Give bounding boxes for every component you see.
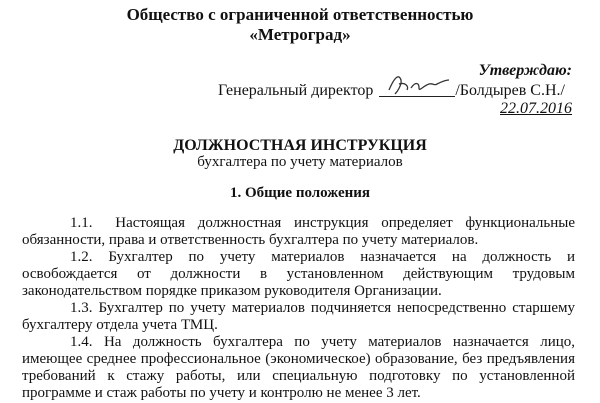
- paragraph-number: 1.2.: [70, 249, 93, 265]
- signatory-name: /Болдырев С.Н./: [455, 82, 565, 99]
- paragraph-number: 1.4.: [70, 334, 93, 350]
- document-body: [22, 215, 576, 402]
- paragraph-number: 1.3.: [70, 300, 93, 316]
- organization-name-line2: «Метроград»: [249, 25, 351, 44]
- paragraph-1-3: [22, 300, 575, 334]
- signature-line: [379, 80, 455, 97]
- handwritten-signature-icon: [385, 72, 451, 98]
- paragraph-1-4: [22, 334, 575, 402]
- paragraph-text: На должность бухгалтера по учету материалов назначается лицо, имеющее среднее профессиональное (экономическое) образование, без предъявления требований к стажу работы, или специальную подготовку по установленной программе и стаж работы по учету и контролю не менее 3 лет.: [22, 334, 576, 401]
- organization-name-line1: Общество с ограниченной ответственностью: [126, 5, 474, 24]
- paragraph-text: Настоящая должностная инструкция определяет функциональные обязанности, права и ответственность бухгалтера по учету материалов.: [22, 215, 576, 248]
- approval-signature-row: [218, 80, 565, 100]
- paragraph-1-1: [22, 215, 575, 249]
- paragraph-text: Бухгалтер по учету материалов назначается на должность и освобождается от должности в установленном действующим трудовым законодательством порядке приказом руководителя Организации.: [22, 249, 575, 299]
- approval-label: Утверждаю:: [478, 62, 572, 79]
- section-heading: 1. Общие положения: [229, 185, 371, 201]
- paragraph-text: Бухгалтер по учету материалов подчиняется непосредственно старшему бухгалтеру отдела учета ТМЦ.: [22, 300, 576, 333]
- paragraph-number: 1.1.: [70, 215, 93, 231]
- director-position: Генеральный директор: [218, 82, 374, 99]
- document-title: ДОЛЖНОСТНАЯ ИНСТРУКЦИЯ: [173, 137, 427, 154]
- document-subtitle: бухгалтера по учету материалов: [197, 154, 403, 170]
- approval-date: 22.07.2016: [500, 100, 572, 117]
- paragraph-1-2: [22, 249, 575, 300]
